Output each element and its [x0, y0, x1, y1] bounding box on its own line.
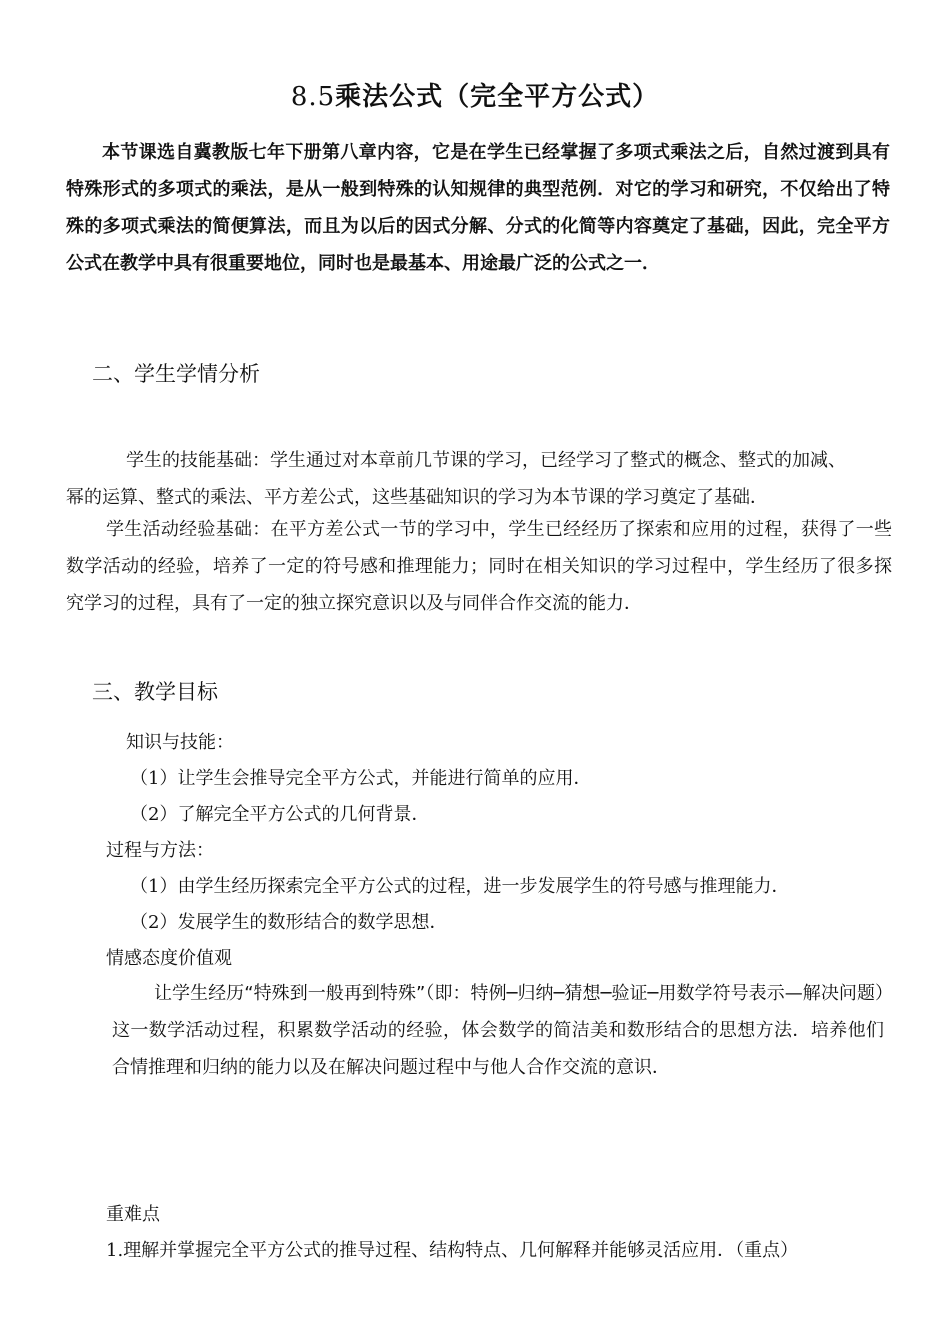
- skill-basis-line-2: 幂的运算、整式的乘法、平方差公式，这些基础知识的学习为本节课的学习奠定了基础．: [66, 487, 768, 508]
- knowledge-skills-label: 知识与技能：: [126, 732, 234, 753]
- knowledge-item-1: （1）让学生会推导完全平方公式，并能进行简单的应用．: [130, 768, 592, 789]
- title-text: 乘法公式（完全平方公式）: [335, 82, 660, 112]
- key-point-number: 1.: [106, 1240, 124, 1261]
- process-item-2: （2）发展学生的数形结合的数学思想．: [130, 912, 448, 933]
- section-heading-teaching-goals: 三、教学目标: [92, 680, 218, 704]
- activity-experience-paragraph: 学生活动经验基础：在平方差公式一节的学习中，学生已经经历了探索和应用的过程，获得了一些数学活动的经验，培养了一定的符号感和推理能力；同时在相关知识的学习过程中，学生经历了很多探究学习的过程，具有了一定的独立探究意识以及与同伴合作交流的能力．: [66, 519, 892, 614]
- emotion-values-label: 情感态度价值观: [106, 948, 232, 969]
- key-points-heading: 重难点: [106, 1204, 160, 1225]
- emotion-values-paragraph: 让学生经历“特殊到一般再到特殊”（即：特例─归纳─猜想─验证─用数学符号表示—解决问题）这一数学活动过程，积累数学活动的经验，体会数学的简洁美和数形结合的思想方法．培养他们合情推理和归纳的能力以及在解决问题过程中与他人合作交流的意识．: [112, 983, 884, 1078]
- title-number: 8.5: [290, 82, 336, 112]
- document-title: [0, 76, 950, 113]
- process-methods-label: 过程与方法：: [106, 840, 214, 861]
- skill-basis-line-1: 学生的技能基础：学生通过对本章前几节课的学习，已经学习了整式的概念、整式的加减、: [126, 450, 846, 471]
- intro-paragraph: 本节课选自冀教版七年下册第八章内容，它是在学生已经掌握了多项式乘法之后，自然过渡到具有特殊形式的多项式的乘法，是从一般到特殊的认知规律的典型范例．对它的学习和研究，不仅给出了特殊的多项式乘法的简便算法，而且为以后的因式分解、分式的化简等内容奠定了基础，因此，完全平方公式在教学中具有很重要地位，同时也是最基本、用途最广泛的公式之一．: [66, 142, 890, 274]
- section-heading-student-analysis: 二、学生学情分析: [92, 362, 260, 386]
- key-point-text: 理解并掌握完全平方公式的推导过程、结构特点、几何解释并能够灵活应用．（重点）: [123, 1240, 799, 1261]
- key-point-item-1: [106, 1236, 798, 1262]
- process-item-1: （1）由学生经历探索完全平方公式的过程，进一步发展学生的符号感与推理能力．: [130, 876, 790, 897]
- knowledge-item-2: （2）了解完全平方公式的几何背景．: [130, 804, 430, 825]
